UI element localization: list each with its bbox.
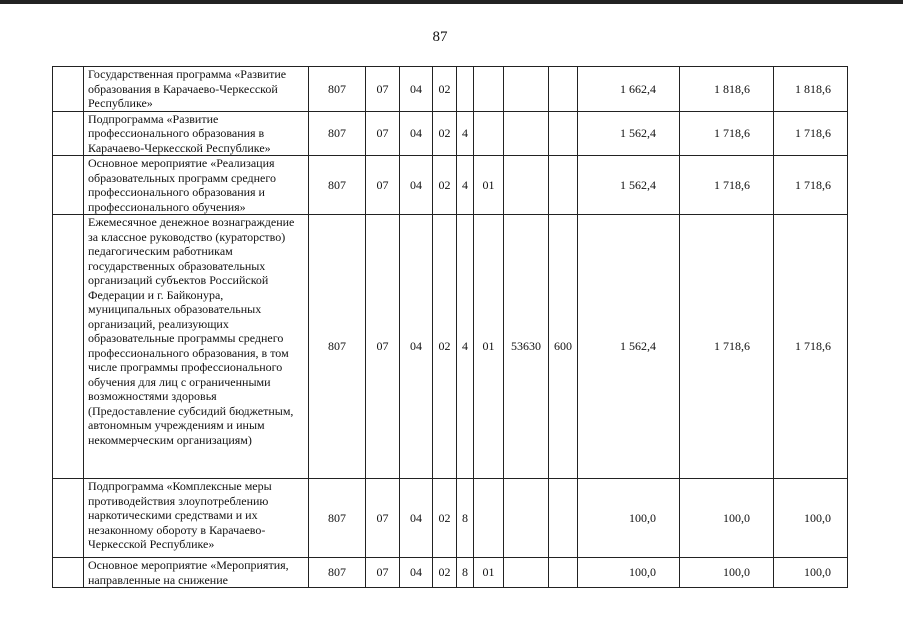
target-code-direction: 53630 — [504, 215, 549, 479]
budget-table — [52, 66, 848, 588]
target-code-activity — [474, 479, 504, 558]
target-code-activity: 01 — [474, 156, 504, 215]
blank-cell — [53, 479, 84, 558]
table-row — [53, 558, 848, 588]
target-code-subprogram — [457, 67, 474, 112]
target-code-program: 02 — [433, 67, 457, 112]
target-code-activity: 01 — [474, 215, 504, 479]
expense-type-code — [549, 111, 578, 156]
amount-year-3: 1 718,6 — [774, 111, 848, 156]
amount-year-3: 1 718,6 — [774, 215, 848, 479]
table-row — [53, 156, 848, 215]
amount-year-1: 1 562,4 — [578, 215, 680, 479]
target-code-program: 02 — [433, 111, 457, 156]
table-row — [53, 479, 848, 558]
top-border-line — [0, 0, 903, 4]
blank-cell — [53, 215, 84, 479]
section-code: 07 — [366, 479, 400, 558]
item-name: Ежемесячное денежное вознаграждение за классное руководство (кураторство) педагогическим работникам государственных образовательных организаций субъектов Российской Федерации и г. Байконура, муниципальных образовательных организаций, реализующих образовательные программы среднего профессионального образования, в том числе программы профессионального обучения для лиц с ограниченными возможностями здоровья (Предоставление субсидий бюджетным, автономным учреждениям и иным некоммерческим организациям) — [84, 215, 309, 479]
target-code-program: 02 — [433, 479, 457, 558]
expense-type-code — [549, 156, 578, 215]
amount-year-1: 1 562,4 — [578, 111, 680, 156]
target-code-activity: 01 — [474, 558, 504, 588]
item-name: Основное мероприятие «Реализация образовательных программ среднего профессионального образования и профессионального обучения» — [84, 156, 309, 215]
target-code-subprogram: 4 — [457, 156, 474, 215]
amount-year-2: 100,0 — [680, 479, 774, 558]
expense-type-code — [549, 558, 578, 588]
target-code-program: 02 — [433, 156, 457, 215]
amount-year-3: 100,0 — [774, 558, 848, 588]
target-code-activity — [474, 67, 504, 112]
target-code-direction — [504, 479, 549, 558]
table-row — [53, 67, 848, 112]
item-name: Основное мероприятие «Мероприятия, направленные на снижение — [84, 558, 309, 588]
target-code-activity — [474, 111, 504, 156]
item-name: Подпрограмма «Комплексные меры противодействия злоупотреблению наркотическими средствами и их незаконному обороту в Карачаево-Черкесской Республике» — [84, 479, 309, 558]
subsection-code: 04 — [400, 156, 433, 215]
ministry-code: 807 — [309, 156, 366, 215]
section-code: 07 — [366, 215, 400, 479]
page-number: 87 — [432, 29, 448, 45]
subsection-code: 04 — [400, 215, 433, 479]
ministry-code: 807 — [309, 67, 366, 112]
blank-cell — [53, 67, 84, 112]
amount-year-3: 1 718,6 — [774, 156, 848, 215]
ministry-code: 807 — [309, 215, 366, 479]
target-code-direction — [504, 558, 549, 588]
section-code: 07 — [366, 558, 400, 588]
item-name: Государственная программа «Развитие образования в Карачаево-Черкесской Республике» — [84, 67, 309, 112]
target-code-subprogram: 4 — [457, 215, 474, 479]
target-code-subprogram: 8 — [457, 479, 474, 558]
subsection-code: 04 — [400, 558, 433, 588]
target-code-subprogram: 4 — [457, 111, 474, 156]
amount-year-1: 100,0 — [578, 558, 680, 588]
target-code-subprogram: 8 — [457, 558, 474, 588]
amount-year-1: 100,0 — [578, 479, 680, 558]
blank-cell — [53, 558, 84, 588]
ministry-code: 807 — [309, 111, 366, 156]
ministry-code: 807 — [309, 479, 366, 558]
ministry-code: 807 — [309, 558, 366, 588]
expense-type-code: 600 — [549, 215, 578, 479]
target-code-program: 02 — [433, 558, 457, 588]
target-code-direction — [504, 156, 549, 215]
item-name: Подпрограмма «Развитие профессионального образования в Карачаево-Черкесской Республике» — [84, 111, 309, 156]
blank-cell — [53, 111, 84, 156]
subsection-code: 04 — [400, 479, 433, 558]
amount-year-3: 1 818,6 — [774, 67, 848, 112]
amount-year-1: 1 662,4 — [578, 67, 680, 112]
target-code-direction — [504, 67, 549, 112]
amount-year-2: 1 718,6 — [680, 156, 774, 215]
table-row — [53, 111, 848, 156]
target-code-direction — [504, 111, 549, 156]
amount-year-2: 1 818,6 — [680, 67, 774, 112]
expense-type-code — [549, 67, 578, 112]
amount-year-2: 1 718,6 — [680, 111, 774, 156]
expense-type-code — [549, 479, 578, 558]
amount-year-3: 100,0 — [774, 479, 848, 558]
target-code-program: 02 — [433, 215, 457, 479]
table-row — [53, 215, 848, 479]
amount-year-2: 1 718,6 — [680, 215, 774, 479]
blank-cell — [53, 156, 84, 215]
amount-year-2: 100,0 — [680, 558, 774, 588]
subsection-code: 04 — [400, 67, 433, 112]
subsection-code: 04 — [400, 111, 433, 156]
section-code: 07 — [366, 156, 400, 215]
section-code: 07 — [366, 67, 400, 112]
amount-year-1: 1 562,4 — [578, 156, 680, 215]
section-code: 07 — [366, 111, 400, 156]
